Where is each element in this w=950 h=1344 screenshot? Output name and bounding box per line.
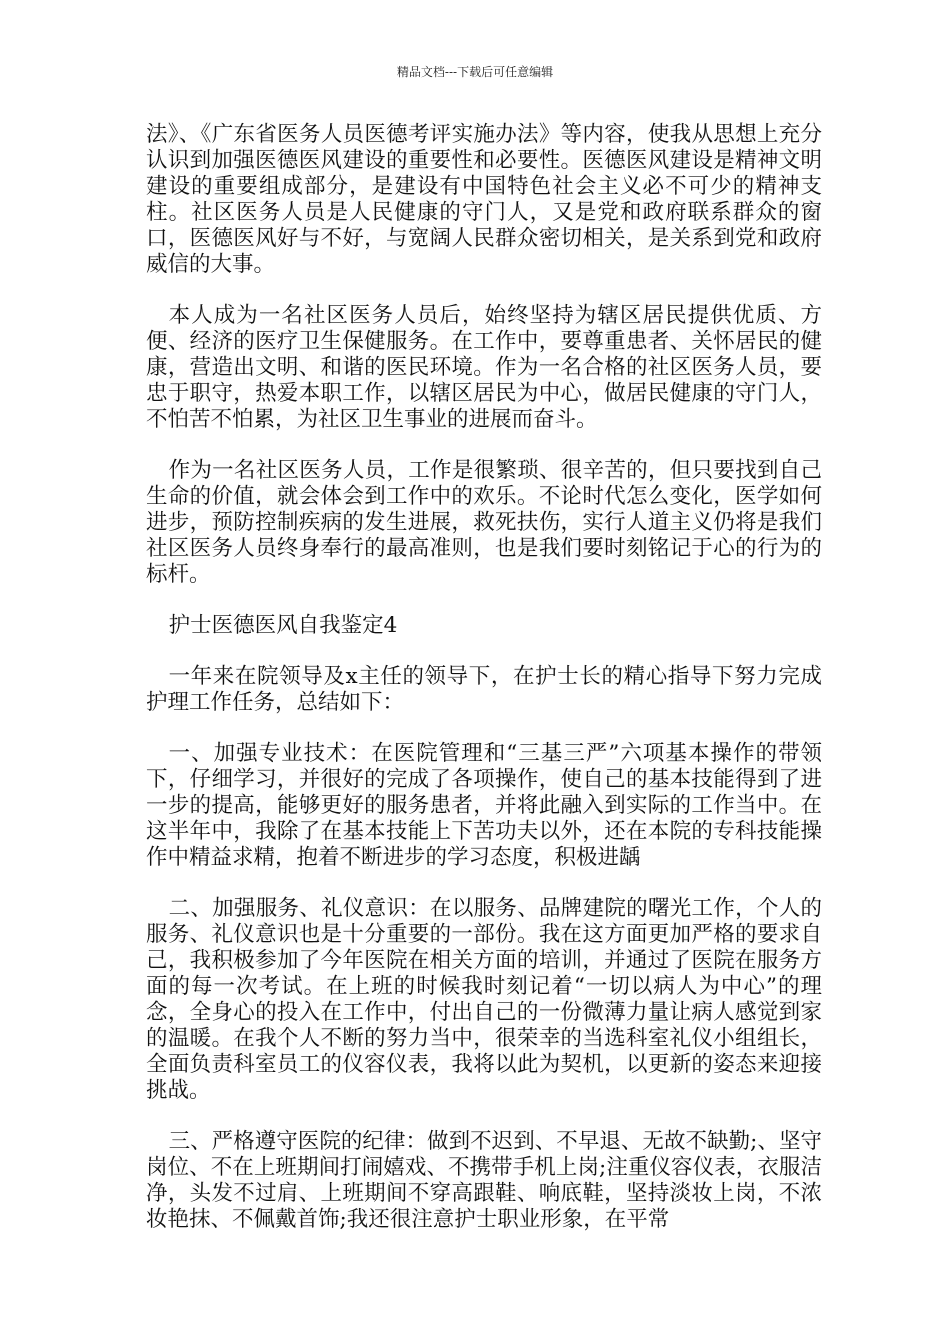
paragraph-3: 作为一名社区医务人员，工作是很繁琐、很辛苦的，但只要找到自己生命的价值，就会体会到工作中的欢乐。不论时代怎么变化，医学如何进步，预防控制疾病的发生进展，救死扶伤，实行人道主义仍将是我们社区医务人员终身奉行的最高准则，也是我们要时刻铭记于心的行为的标杆。 [146, 458, 822, 587]
document-body [146, 122, 822, 1258]
section-heading: 护士医德医风自我鉴定4 [168, 613, 398, 638]
paragraph-7: 三、严格遵守医院的纪律：做到不迟到、不早退、无故不缺勤;、坚守岗位、不在上班期间打闹嬉戏、不携带手机上岗;注重仪容仪表，衣服洁净，头发不过肩、上班期间不穿高跟鞋、响底鞋，坚持淡妆上岗，不浓妆艳抹、不佩戴首饰;我还很注意护士职业形象，在平常 [146, 1129, 822, 1232]
page-header: 精品文档---下载后可任意编辑 [396, 65, 554, 79]
paragraph-1: 法》、《广东省医务人员医德考评实施办法》等内容，使我从思想上充分认识到加强医德医风建设的重要性和必要性。医德医风建设是精神文明建设的重要组成部分，是建设有中国特色社会主义必不可少的精神支柱。社区医务人员是人民健康的守门人，又是党和政府联系群众的窗口，医德医风好与不好，与宽阔人民群众密切相关，是关系到党和政府威信的大事。 [146, 122, 822, 277]
paragraph-4: 一年来在院领导及x主任的领导下，在护士长的精心指导下努力完成护理工作任务，总结如下： [146, 664, 822, 715]
paragraph-2: 本人成为一名社区医务人员后，始终坚持为辖区居民提供优质、方便、经济的医疗卫生保健服务。在工作中，要尊重患者、关怀居民的健康，营造出文明、和谐的医民环境。作为一名合格的社区医务人员，要忠于职守，热爱本职工作，以辖区居民为中心，做居民健康的守门人，不怕苦不怕累，为社区卫生事业的进展而奋斗。 [146, 303, 822, 432]
paragraph-5: 一、加强专业技术：在医院管理和“三基三严”六项基本操作的带领下，仔细学习，并很好的完成了各项操作，使自己的基本技能得到了进一步的提高，能够更好的服务患者，并将此融入到实际的工作当中。在这半年中，我除了在基本技能上下苦功夫以外，还在本院的专科技能操作中精益求精，抱着不断进步的学习态度，积极进龋 [146, 741, 822, 870]
paragraph-6: 二、加强服务、礼仪意识：在以服务、品牌建院的曙光工作，个人的服务、礼仪意识也是十分重要的一部份。我在这方面更加严格的要求自己，我积极参加了今年医院在相关方面的培训，并通过了医院在服务方面的每一次考试。在上班的时候我时刻记着“一切以病人为中心”的理念，全身心的投入在工作中，付出自己的一份微薄力量让病人感觉到家的温暖。在我个人不断的努力当中，很荣幸的当选科室礼仪小组组长，全面负责科室员工的仪容仪表，我将以此为契机，以更新的姿态来迎接挑战。 [146, 896, 822, 1103]
